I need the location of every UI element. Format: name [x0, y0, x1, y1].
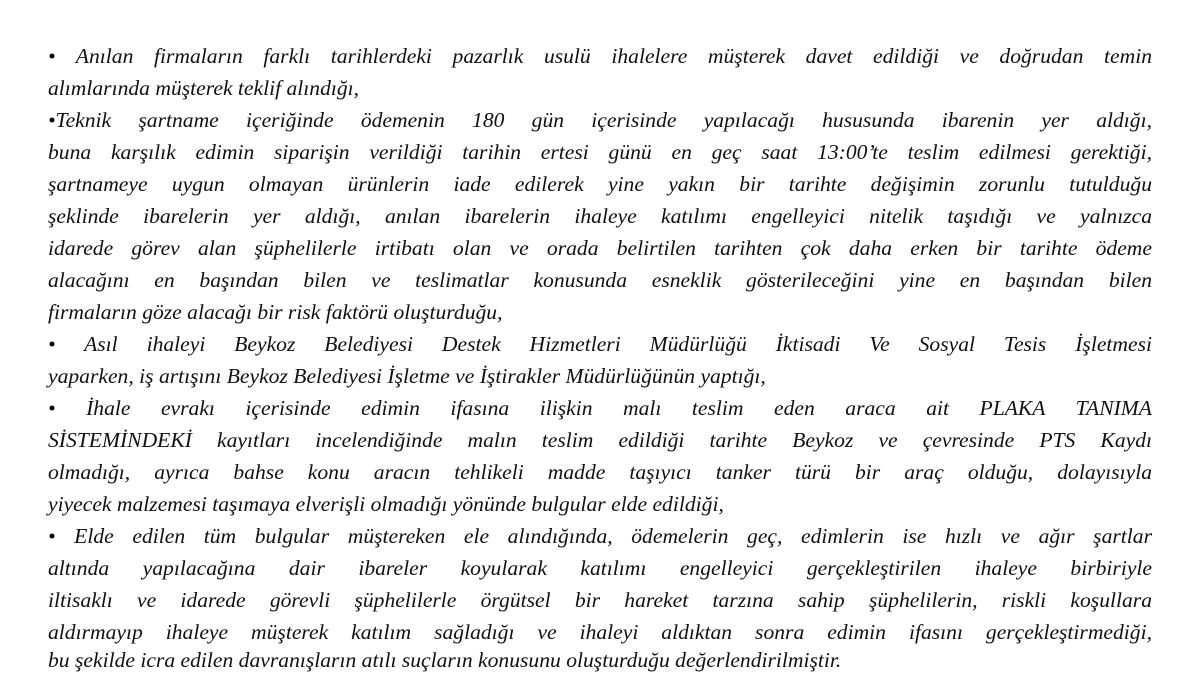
text-line: buna karşılık edimin siparişin verildiği tarihin ertesi günü en geç saat 13:00’te teslim edilmesi gerektiği,	[48, 140, 1152, 164]
text-line: • İhale evrakı içerisinde edimin ifasına ilişkin malı teslim eden araca ait PLAKA TANIMA	[48, 396, 1152, 420]
text-line: bu şekilde icra edilen davranışların atılı suçların konusunu oluşturduğu değerlendirilmiştir.	[48, 648, 842, 672]
text-line: yaparken, iş artışını Beykoz Belediyesi İşletme ve İştirakler Müdürlüğünün yaptığı,	[48, 364, 766, 388]
text-line: şeklinde ibarelerin yer aldığı, anılan ibarelerin ihaleye katılımı engelleyici nitelik taşıdığı ve yalnızca	[48, 204, 1152, 228]
text-line: • Asıl ihaleyi Beykoz Belediyesi Destek Hizmetleri Müdürlüğü İktisadi Ve Sosyal Tesis İşletmesi	[48, 332, 1152, 356]
text-line: • Anılan firmaların farklı tarihlerdeki pazarlık usulü ihalelere müşterek davet edildiği ve doğrudan temin	[48, 44, 1152, 68]
text-line: olmadığı, ayrıca bahse konu aracın tehlikeli madde taşıyıcı tanker türü bir araç olduğu, dolayısıyla	[48, 460, 1152, 484]
text-line: • Elde edilen tüm bulgular müştereken ele alındığında, ödemelerin geç, edimlerin ise hızlı ve ağır şartlar	[48, 524, 1152, 548]
text-line: altında yapılacağına dair ibareler koyularak katılımı engelleyici gerçekleştirilen ihaleye birbiriyle	[48, 556, 1152, 580]
text-line: iltisaklı ve idarede görevli şüphelilerle örgütsel bir hareket tarzına sahip şüphelilerin, riskli koşullara	[48, 588, 1152, 612]
text-line: idarede görev alan şüphelilerle irtibatı olan ve orada belirtilen tarihten çok daha erken bir tarihte ödeme	[48, 236, 1152, 260]
text-line: firmaların göze alacağı bir risk faktörü oluşturduğu,	[48, 300, 503, 324]
text-line: •Teknik şartname içeriğinde ödemenin 180 gün içerisinde yapılacağı hususunda ibarenin yer aldığı,	[48, 108, 1152, 132]
text-line: yiyecek malzemesi taşımaya elverişli olmadığı yönünde bulgular elde edildiği,	[48, 492, 724, 516]
text-line: şartnameye uygun olmayan ürünlerin iade edilerek yine yakın bir tarihte değişimin zorunlu tutulduğu	[48, 172, 1152, 196]
text-line: alacağını en başından bilen ve teslimatlar konusunda esneklik gösterileceğini yine en başından bilen	[48, 268, 1152, 292]
text-line: SİSTEMİNDEKİ kayıtları incelendiğinde malın teslim edildiği tarihte Beykoz ve çevresinde PTS Kaydı	[48, 428, 1152, 452]
text-line: alımlarında müşterek teklif alındığı,	[48, 76, 360, 100]
text-line: aldırmayıp ihaleye müşterek katılım sağladığı ve ihaleyi aldıktan sonra edimin ifasını gerçekleştirmediği,	[48, 620, 1152, 644]
